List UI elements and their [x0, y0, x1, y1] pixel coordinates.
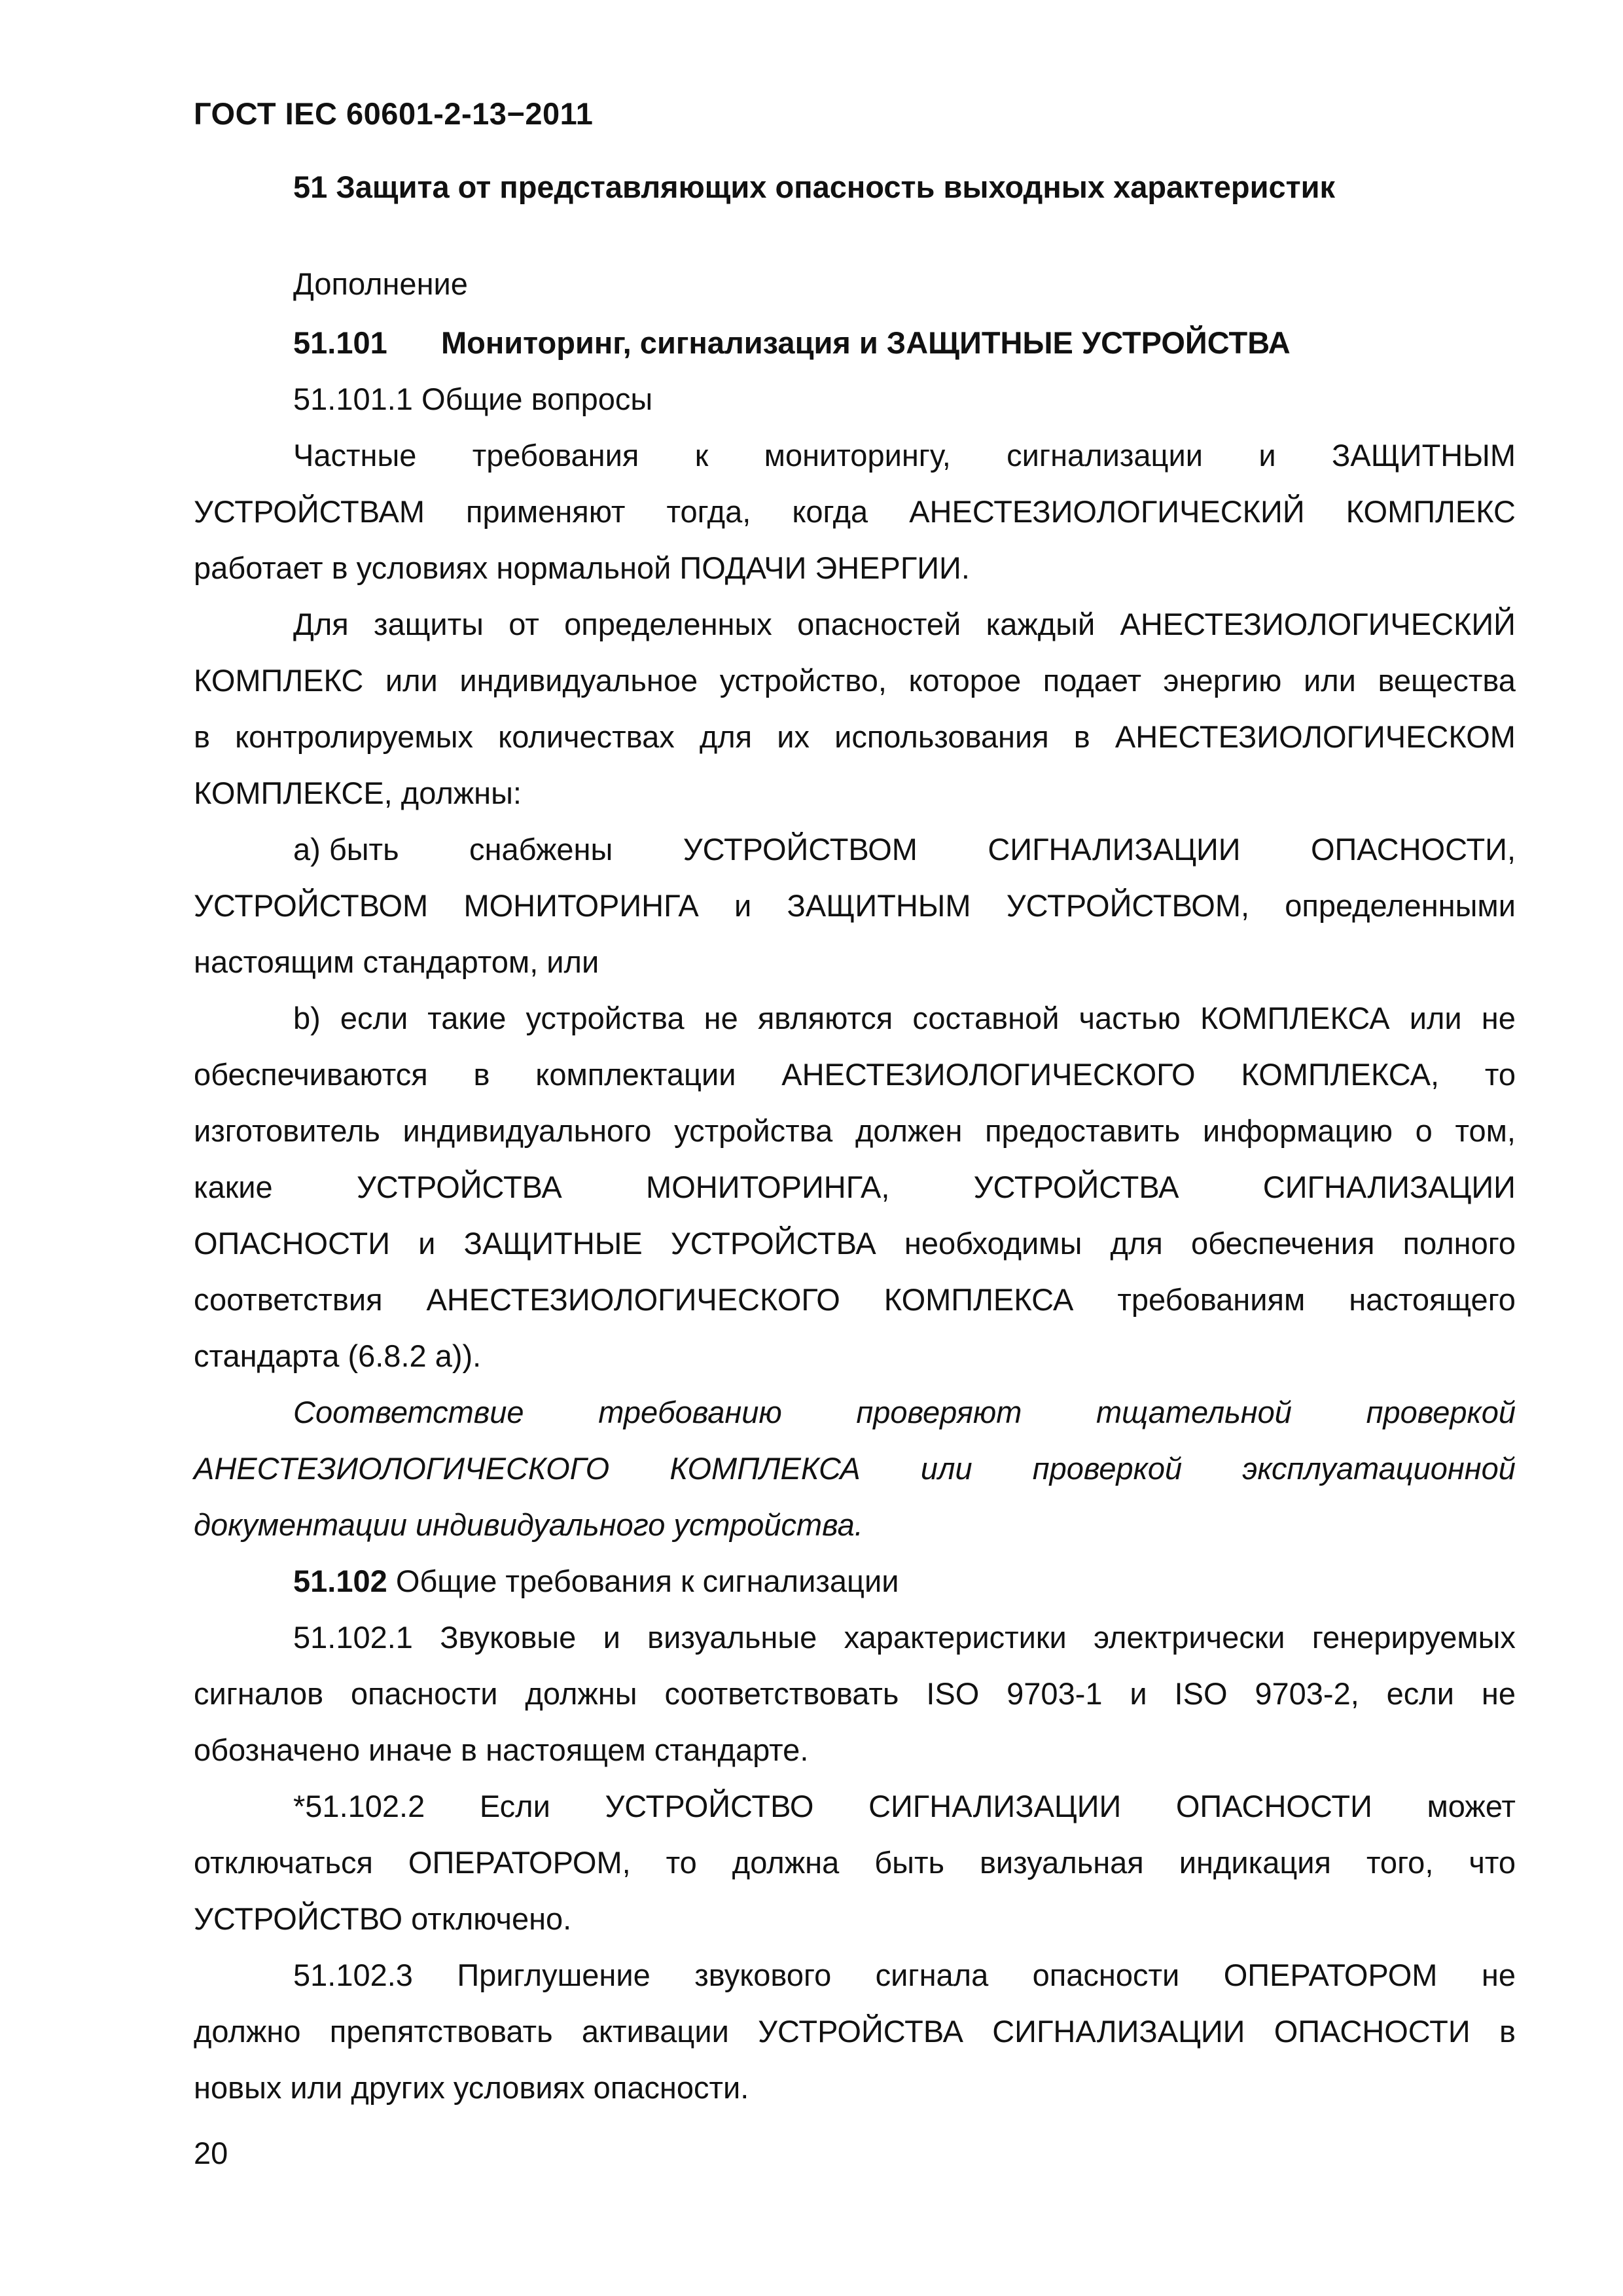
word: 51.102.1 [293, 1620, 413, 1655]
word: устройство, [719, 663, 887, 698]
word: контролируемых [235, 719, 474, 754]
word: определенных [564, 607, 772, 641]
paragraph-line [194, 2012, 1516, 2051]
word: АНЕСТЕЗИОЛОГИЧЕСКОГО [781, 1057, 1196, 1092]
word: не [1481, 1676, 1516, 1711]
word: в [1073, 719, 1090, 754]
paragraph-line [293, 605, 1516, 644]
word: СИГНАЛИЗАЦИИ [992, 2014, 1245, 2049]
paragraph-line [293, 1787, 1516, 1826]
word: или [1303, 663, 1356, 698]
word: Если [479, 1789, 550, 1823]
subsection-heading [293, 323, 1516, 363]
list-item-b-line [194, 1224, 1516, 1263]
word: частью [1079, 1001, 1181, 1035]
word: ОПЕРАТОРОМ, [408, 1845, 631, 1880]
word: проверкой [1032, 1451, 1183, 1486]
word: препятствовать [329, 2014, 553, 2049]
subsection-heading-51-102 [293, 1562, 1516, 1601]
addition-label: Дополнение [293, 266, 468, 301]
word: в [1499, 2014, 1516, 2049]
word: УСТРОЙСТВОМ, [1006, 888, 1250, 923]
list-item-b-line [194, 1111, 1516, 1151]
word: соответствия [194, 1282, 383, 1317]
word: КОМПЛЕКС [194, 663, 364, 698]
word: комплектации [535, 1057, 736, 1092]
list-item-b-line [194, 1168, 1516, 1207]
word: вещества [1378, 663, 1516, 698]
word: СИГНАЛИЗАЦИИ [1262, 1170, 1516, 1204]
word: МОНИТОРИНГА, [646, 1170, 890, 1204]
word: ОПАСНОСТИ [1274, 2014, 1471, 2049]
word: и [603, 1620, 620, 1655]
word: ОПАСНОСТИ, [1310, 832, 1516, 867]
clause-heading: 51.101.1 Общие вопросы [293, 382, 653, 416]
word: Для [293, 607, 349, 641]
word: для [699, 719, 753, 754]
word: то [666, 1845, 697, 1880]
word: или [920, 1451, 972, 1486]
compliance-line [293, 1393, 1516, 1432]
word: определенными [1285, 888, 1516, 923]
word: *51.102.2 [293, 1789, 425, 1823]
word: может [1427, 1789, 1516, 1823]
word: ISO [1174, 1676, 1228, 1711]
word: характеристики [844, 1620, 1067, 1655]
paragraph-line: обозначено иначе в настоящем стандарте. [194, 1732, 809, 1767]
subsection-title: Мониторинг, сигнализация и ЗАЩИТНЫЕ УСТРОЙСТВА [441, 325, 1291, 360]
word: того, [1366, 1845, 1434, 1880]
word: 51.102.3 [293, 1958, 413, 1992]
word: опасности [350, 1676, 498, 1711]
word: отключаться [194, 1845, 373, 1880]
word: количествах [498, 719, 675, 754]
list-item-a-line [293, 830, 1516, 869]
paragraph-line [194, 492, 1516, 531]
word: сигнала [875, 1958, 989, 1992]
paragraph-line: УСТРОЙСТВО отключено. [194, 1901, 572, 1936]
word: требованиям [1117, 1282, 1306, 1317]
word: КОМПЛЕКСА [1200, 1001, 1390, 1035]
word: УСТРОЙСТВО [605, 1789, 814, 1823]
word: ISO [926, 1676, 980, 1711]
word: КОМПЛЕКСА, [1241, 1057, 1440, 1092]
word: устройства [526, 1001, 685, 1035]
word: ЗАЩИТНЫЕ [463, 1226, 643, 1261]
word: АНЕСТЕЗИОЛОГИЧЕСКОГО [426, 1282, 840, 1317]
word: АНЕСТЕЗИОЛОГИЧЕСКОМ [1115, 719, 1516, 754]
word: или [1409, 1001, 1462, 1035]
word: опасностей [797, 607, 961, 641]
word: должны [525, 1676, 637, 1711]
word: использования [834, 719, 1049, 754]
word: АНЕСТЕЗИОЛОГИЧЕСКИЙ [909, 494, 1305, 529]
paragraph-line: КОМПЛЕКСЕ, должны: [194, 776, 522, 810]
word: и [418, 1226, 436, 1261]
word: быть [874, 1845, 944, 1880]
word: требования [472, 438, 639, 473]
word: ЗАЩИТНЫМ [787, 888, 971, 923]
paragraph-line [293, 1956, 1516, 1995]
word: не [704, 1001, 738, 1035]
subsection-number: 51.101 [293, 325, 387, 360]
section-heading: 51 Защита от представляющих опасность выходных характеристик [293, 170, 1336, 204]
word: применяют [466, 494, 626, 529]
word: настоящего [1349, 1282, 1516, 1317]
word: составной [912, 1001, 1060, 1035]
word: опасности [1032, 1958, 1180, 1992]
word: сигналов [194, 1676, 324, 1711]
word: должно [194, 2014, 301, 2049]
word: не [1481, 1958, 1516, 1992]
list-item-b-line [194, 1055, 1516, 1094]
word: индивидуального [402, 1113, 652, 1148]
word: электрически [1094, 1620, 1285, 1655]
subsection-number: 51.102 [293, 1564, 387, 1598]
word: устройства [674, 1113, 833, 1148]
list-item-b-line [293, 999, 1516, 1038]
word: 9703-2, [1255, 1676, 1359, 1711]
word: УСТРОЙСТВА [356, 1170, 562, 1204]
word: о [1415, 1113, 1433, 1148]
word: обеспечиваются [194, 1057, 428, 1092]
word: МОНИТОРИНГА [463, 888, 699, 923]
word: мониторингу, [764, 438, 951, 473]
word: УСТРОЙСТВАМ [194, 494, 425, 529]
word: если [1386, 1676, 1454, 1711]
word: тогда, [666, 494, 751, 529]
word: сигнализации [1007, 438, 1203, 473]
word: эксплуатационной [1242, 1451, 1516, 1486]
word: проверкой [1366, 1395, 1516, 1429]
subsection-title: Общие требования к сигнализации [395, 1564, 899, 1598]
word: а) быть [293, 832, 399, 867]
word: генерируемых [1311, 1620, 1516, 1655]
word: индикация [1179, 1845, 1331, 1880]
paragraph-line: новых или других условиях опасности. [194, 2070, 749, 2105]
word: Звуковые [440, 1620, 577, 1655]
word: их [777, 719, 810, 754]
word: АНЕСТЕЗИОЛОГИЧЕСКИЙ [1120, 607, 1516, 641]
word: 9703-1 [1007, 1676, 1103, 1711]
list-item-b-line [194, 1280, 1516, 1319]
word: КОМПЛЕКС [1346, 494, 1516, 529]
word: обеспечения [1190, 1226, 1375, 1261]
word: и [734, 888, 752, 923]
word: КОМПЛЕКСА [883, 1282, 1074, 1317]
word: УСТРОЙСТВОМ [194, 888, 429, 923]
word: предоставить [985, 1113, 1181, 1148]
word: что [1469, 1845, 1516, 1880]
paragraph-line [194, 1843, 1516, 1882]
word: необходимы [904, 1226, 1082, 1261]
word: которое [908, 663, 1022, 698]
word: или [385, 663, 438, 698]
word: являются [757, 1001, 893, 1035]
compliance-line: документации индивидуального устройства. [194, 1507, 863, 1542]
word: Соответствие [293, 1395, 524, 1429]
word: если [340, 1001, 408, 1035]
word: КОМПЛЕКСА [669, 1451, 861, 1486]
word: УСТРОЙСТВА [670, 1226, 876, 1261]
word: изготовитель [194, 1113, 380, 1148]
word: СИГНАЛИЗАЦИИ [868, 1789, 1122, 1823]
list-item-a-line [194, 886, 1516, 925]
paragraph-line [194, 661, 1516, 700]
list-item-a-line: настоящим стандартом, или [194, 944, 599, 979]
word: не [1481, 1001, 1516, 1035]
word: к [694, 438, 709, 473]
word: визуальные [647, 1620, 817, 1655]
word: ОПЕРАТОРОМ [1223, 1958, 1438, 1992]
compliance-line [194, 1449, 1516, 1488]
word: УСТРОЙСТВА [758, 2014, 963, 2049]
word: ОПАСНОСТИ [194, 1226, 390, 1261]
word: в [473, 1057, 490, 1092]
word: тщательной [1096, 1395, 1292, 1429]
word: ЗАЩИТНЫМ [1331, 438, 1516, 473]
word: активации [581, 2014, 729, 2049]
word: должна [732, 1845, 840, 1880]
word: СИГНАЛИЗАЦИИ [988, 832, 1241, 867]
word: Приглушение [457, 1958, 651, 1992]
word: защиты [374, 607, 484, 641]
word: ОПАСНОСТИ [1175, 1789, 1372, 1823]
document-header: ГОСТ IEC 60601-2-13−2011 [194, 96, 594, 131]
word: должен [855, 1113, 963, 1148]
word: проверяют [856, 1395, 1022, 1429]
word: для [1110, 1226, 1163, 1261]
word: требованию [598, 1395, 782, 1429]
paragraph-line: работает в условиях нормальной ПОДАЧИ ЭНЕРГИИ. [194, 550, 970, 585]
word: и [1258, 438, 1276, 473]
word: энергию [1163, 663, 1282, 698]
word: УСТРОЙСТВОМ [683, 832, 918, 867]
word: какие [194, 1170, 273, 1204]
word: в [194, 719, 210, 754]
word: когда [792, 494, 868, 529]
word: визуальная [979, 1845, 1144, 1880]
word: том, [1455, 1113, 1516, 1148]
word: от [508, 607, 539, 641]
word: то [1484, 1057, 1516, 1092]
word: каждый [986, 607, 1096, 641]
paragraph-line [293, 1618, 1516, 1657]
word: индивидуальное [459, 663, 698, 698]
word: полного [1402, 1226, 1516, 1261]
word: такие [427, 1001, 507, 1035]
list-item-b-line: стандарта (6.8.2 а)). [194, 1338, 482, 1373]
word: звукового [694, 1958, 832, 1992]
word: подает [1043, 663, 1141, 698]
page-number: 20 [194, 2136, 228, 2170]
word: АНЕСТЕЗИОЛОГИЧЕСКОГО [194, 1451, 610, 1486]
word: b) [293, 1001, 321, 1035]
word: соответствовать [664, 1676, 899, 1711]
word: Частные [293, 438, 417, 473]
paragraph-line [293, 436, 1516, 475]
paragraph-line [194, 1674, 1516, 1713]
word: снабжены [469, 832, 613, 867]
word: УСТРОЙСТВА [973, 1170, 1179, 1204]
word: и [1130, 1676, 1147, 1711]
word: информацию [1202, 1113, 1393, 1148]
paragraph-line [194, 717, 1516, 757]
